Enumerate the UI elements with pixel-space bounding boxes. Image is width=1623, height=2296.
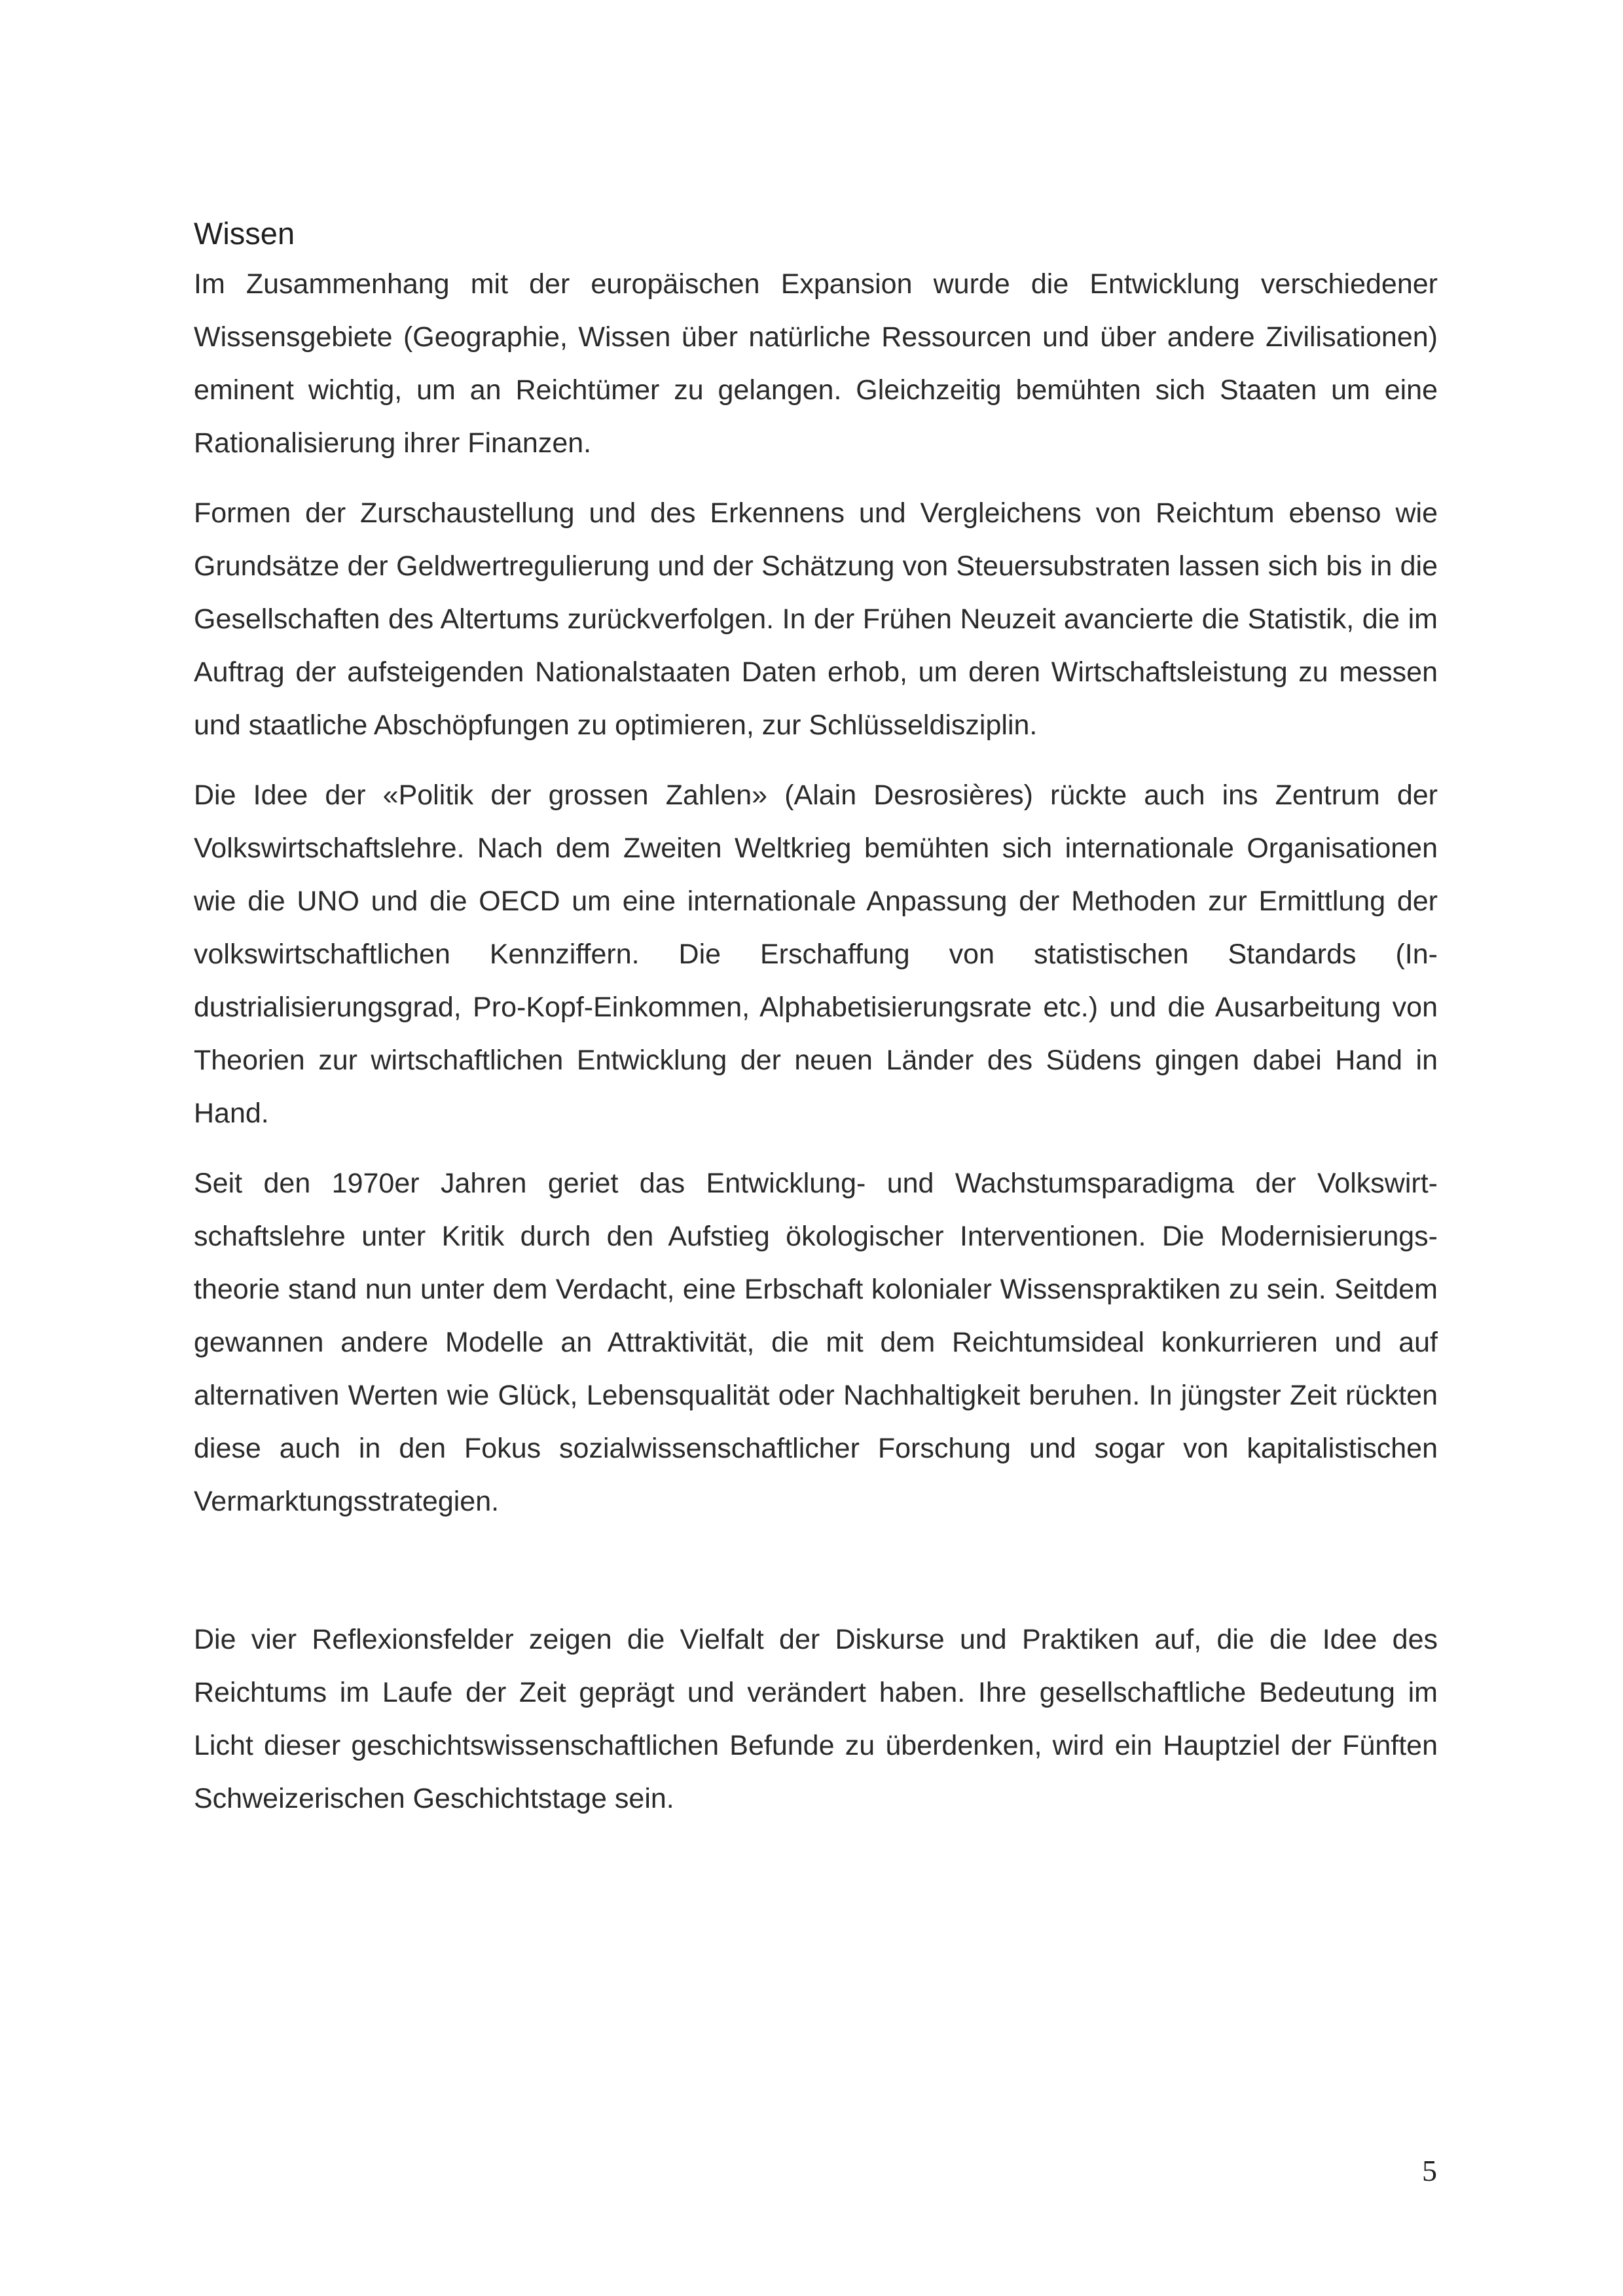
page-number: 5: [1422, 2154, 1437, 2187]
paragraph-4: Seit den 1970er Jahren geriet das Entwicklung- und Wachstumsparadigma der Volkswirtschaftslehre unter Kritik durch den Aufstieg ökologischer Interventionen. Die Modernisierungstheorie stand nun unter dem Verdacht, eine Erbschaft kolonialer Wissenspraktiken zu sein. Seitdem gewannen andere Modelle an Attraktivität, die mit dem Reichtumsideal konkurrieren und auf alternativen Werten wie Glück, Lebensqualität oder Nachhaltigkeit beruhen. In jüngster Zeit rückten diese auch in den Fokus sozialwissenschaftlicher Forschung und sogar von kapitalistischen Vermarktungsstrategien.: [194, 1168, 1438, 1517]
paragraph-1: Im Zusammenhang mit der europäischen Expansion wurde die Entwicklung verschiedener Wissensgebiete (Geographie, Wissen über natürliche Ressourcen und über andere Zivilisationen) eminent wichtig, um an Reichtümer zu gelangen. Gleichzeitig bemühten sich Staaten um eine Rationalisierung ihrer Finanzen.: [194, 268, 1438, 459]
page-content: [194, 211, 1438, 1825]
section-heading: Wissen: [194, 216, 295, 251]
paragraph-3: Die Idee der «Politik der grossen Zahlen» (Alain Desrosières) rückte auch ins Zentrum der Volkswirtschaftslehre. Nach dem Zweiten Weltkrieg bemühten sich internationale Organisationen wie die UNO und die OECD um eine internationale Anpassung der Methoden zur Ermittlung der volkswirtschaftlichen Kennziffern. Die Erschaffung von statistischen Standards (Industrialisierungsgrad, Pro-Kopf-Einkommen, Alphabetisierungsrate etc.) und die Ausarbeitung von Theorien zur wirtschaftlichen Entwicklung der neuen Länder des Südens gingen dabei Hand in Hand.: [194, 780, 1438, 1129]
conclusion-paragraph: Die vier Reflexionsfelder zeigen die Vielfalt der Diskurse und Praktiken auf, die die Idee des Reichtums im Laufe der Zeit geprägt und verändert haben. Ihre gesellschaftliche Bedeutung im Licht dieser geschichtswissenschaftlichen Befunde zu überdenken, wird ein Hauptziel der Fünften Schweizerischen Geschichtstage sein.: [194, 1624, 1438, 1814]
paragraph-2: Formen der Zurschaustellung und des Erkennens und Vergleichens von Reichtum ebenso wie Grundsätze der Geldwertregulierung und der Schätzung von Steuersubstraten lassen sich bis in die Gesellschaften des Altertums zurückverfolgen. In der Frühen Neuzeit avancierte die Statistik, die im Auftrag der aufsteigenden Nationalstaaten Daten erhob, um deren Wirtschaftsleistung zu messen und staatliche Abschöpfungen zu optimieren, zur Schlüsseldisziplin.: [194, 497, 1438, 741]
